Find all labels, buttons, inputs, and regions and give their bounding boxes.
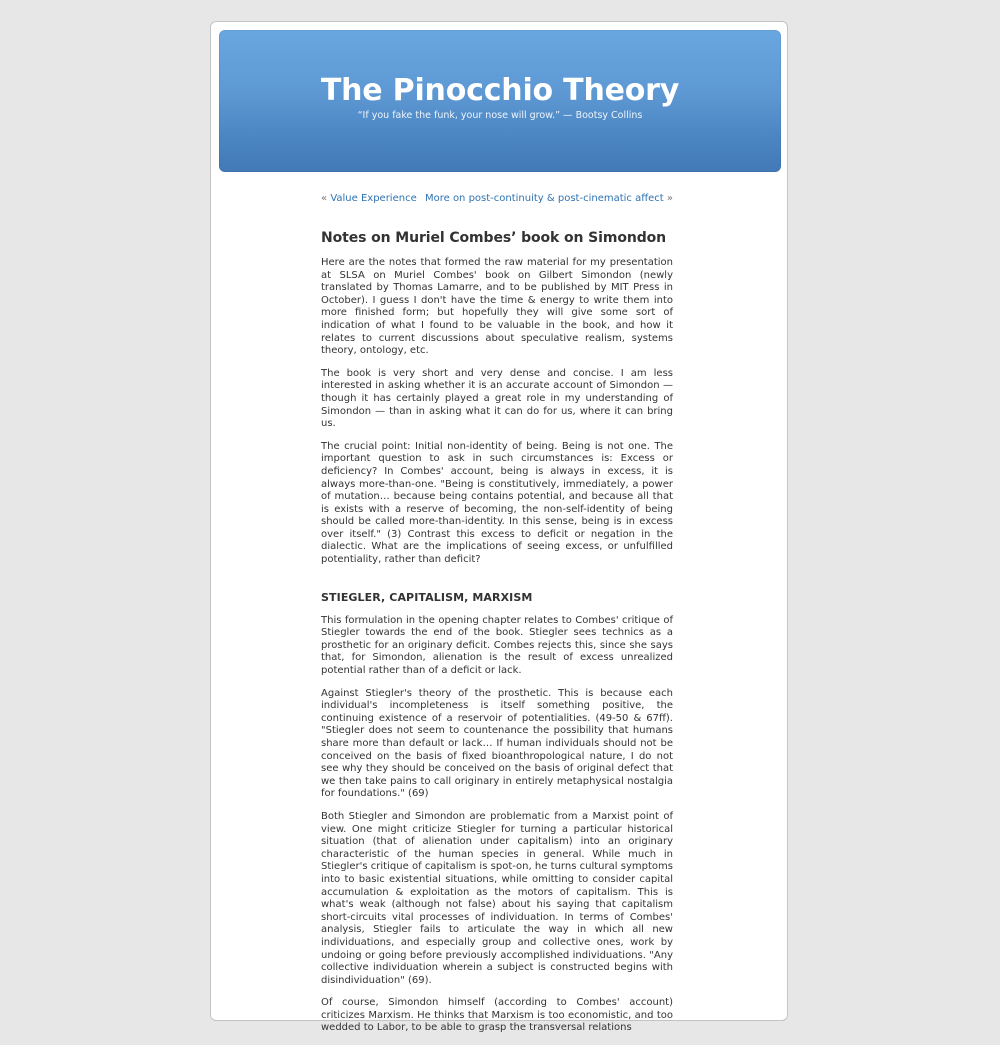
post-navigation — [321, 192, 673, 206]
post-paragraph: Here are the notes that formed the raw material for my presentation at SLSA on Muriel Combes' book on Gilbert Simondon (newly translated by Thomas Lamarre, and to be published by MIT Press in October). I guess I don't have the time & energy to write them into more finished form; but hopefully they will give some sort of indication of what I found to be valuable in the book, and how it relates to current discussions about speculative realism, systems theory, ontology, etc. — [321, 257, 673, 357]
post-paragraph: Of course, Simondon himself (according to Combes' account) criticizes Marxism. He thinks that Marxism is too economistic, and too wedded to Labor, to be able to grasp the transversal relations — [321, 997, 673, 1034]
post-paragraph: This formulation in the opening chapter relates to Combes' critique of Stiegler towards the end of the book. Stiegler sees technics as a prosthetic for an originary deficit. Combes rejects this, since she says that, for Simondon, alienation is the result of excess unrealized potential rather than of a deficit or lack. — [321, 614, 673, 677]
post-paragraph: Both Stiegler and Simondon are problematic from a Marxist point of view. One might criticize Stiegler for turning a particular historical situation (that of alienation under capitalism) into an originary characteristic of the human species in general. While much in Stiegler's critique of capitalism is spot-on, he turns cultural symptoms into to basic existential situations, while omitting to consider capital accumulation & exploitation as the motors of capitalism. This is what's weak (although not false) about his saying that capitalism short-circuits vital processes of individuation. In terms of Combes' analysis, Stiegler fails to articulate the way in which all new individuations, and especially group and collective ones, work by undoing or going before previously accomplished individuations. "Any collective individuation wherein a subject is constructed begins with disindividuation" (69). — [321, 810, 673, 986]
post-paragraph: The book is very short and very dense and concise. I am less interested in asking whether it is an accurate account of Simondon — though it has certainly played a great role in my understanding of Simondon — than in asking what it can do for us, where it can bring us. — [321, 367, 673, 430]
post-body — [321, 257, 673, 1035]
previous-post-link[interactable]: Value Experience — [330, 193, 417, 204]
blog-header — [219, 30, 781, 172]
previous-post-nav — [321, 192, 417, 206]
next-arrow: » — [666, 193, 673, 204]
post-paragraph: Against Stiegler's theory of the prosthetic. This is because each individual's incompleteness is itself something positive, the continuing existence of a reservoir of potentialities. (49-50 & 67ff). "Stiegler does not seem to countenance the possibility that humans share more than default or lack… If human individuals should not be conceived on the basis of fixed bioanthropological nature, I do not see why they should be conceived on the basis of original defect that we then take pains to call originary in entirely metaphysical nostalgia for foundations." (69) — [321, 687, 673, 800]
page-container — [210, 21, 788, 1034]
section-heading: STIEGLER, CAPITALISM, MARXISM — [321, 590, 533, 604]
main-content — [321, 192, 673, 1045]
blog-title[interactable]: The Pinocchio Theory — [320, 73, 680, 108]
next-post-nav — [425, 192, 673, 206]
post-title: Notes on Muriel Combes’ book on Simondon — [321, 230, 667, 246]
next-post-link[interactable]: More on post-continuity & post-cinematic affect — [424, 193, 664, 204]
previous-arrow: « — [321, 193, 328, 204]
blog-description: “If you fake the funk, your nose will grow.” — Bootsy Collins — [357, 110, 643, 121]
post-paragraph: The crucial point: Initial non-identity of being. Being is not one. The important question to ask in such circumstances is: Excess or deficiency? In Combes' account, being is always in excess, it is always more-than-one. "Being is constitutively, immediately, a power of mutation… because being contains potential, and because all that is exists with a reserve of becoming, the non-self-identity of being should be called more-than-identity. In this sense, being is in excess over itself." (3) Contrast this excess to deficit or negation in the dialectic. What are the implications of seeing excess, or unfulfilled potentiality, rather than deficit? — [321, 440, 673, 566]
